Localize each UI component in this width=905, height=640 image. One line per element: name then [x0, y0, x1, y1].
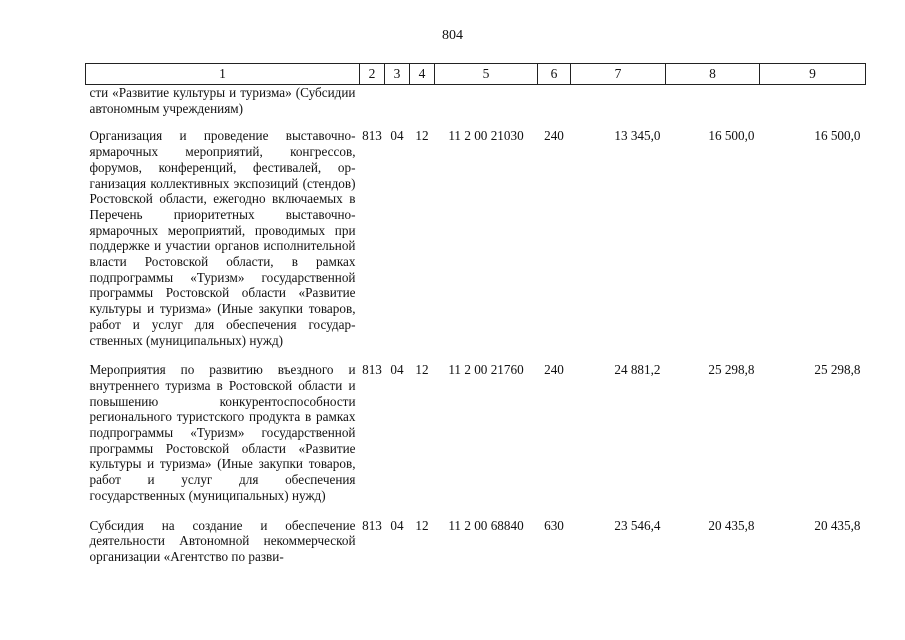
ministry-code: 813 [362, 128, 382, 144]
page-number: 804 [442, 28, 463, 43]
table-row [86, 128, 866, 362]
table-row [86, 518, 866, 565]
expense-type-code: 240 [544, 362, 564, 378]
ministry-code: 813 [362, 362, 382, 378]
column-header-5: 5 [435, 64, 538, 85]
budget-table [85, 63, 866, 565]
expense-type-code: 240 [544, 128, 564, 144]
column-header-9: 9 [760, 64, 866, 85]
amount-col9: 16 500,0 [814, 128, 861, 144]
expense-type-code: 630 [544, 517, 564, 533]
subsection-code: 12 [415, 517, 429, 533]
target-article-code: 11 2 00 21760 [448, 362, 524, 378]
row-description: Мероприятия по развитию въездного и внутреннего туризма в Ростовской области и повышению конкурентоспособности регионального туристского продукта в рамках подпрограммы «Туризм» государственной программы Ростовской области «Развитие культуры и туризма» (Иные закупки товаров, работ и услуг для обеспечения государственных (муниципальных) нужд) [89, 362, 356, 503]
ministry-code: 813 [362, 517, 382, 533]
column-header-2: 2 [360, 64, 385, 85]
amount-col8: 25 298,8 [708, 362, 755, 378]
target-article-code: 11 2 00 21030 [448, 128, 524, 144]
continuation-row [86, 85, 866, 129]
table-row [86, 362, 866, 517]
section-code: 04 [390, 128, 404, 144]
row-description: Организация и проведение выставочно-ярмарочных мероприятий, конгрессов, форумов, конференций, фестивалей, организация коллективных экспозиций (стендов) Ростовской области, ежегодно включаемых в Перечень приоритетных выставочно-ярмарочных мероприятий, проводимых при поддержке и участии органов исполнительной власти Ростовской области, в рамках подпрограммы «Туризм» государственной программы Ростовской области «Развитие культуры и туризма» (Иные закупки товаров, работ и услуг для обеспечения государственных (муниципальных) нужд) [89, 128, 356, 348]
column-header-3: 3 [385, 64, 410, 85]
column-number-header-row [86, 64, 866, 85]
section-code: 04 [390, 362, 404, 378]
column-header-8: 8 [666, 64, 760, 85]
amount-col9: 20 435,8 [814, 517, 861, 533]
amount-col8: 16 500,0 [708, 128, 755, 144]
row-description: Субсидия на создание и обеспечение деятельности Автономной некоммерческой организации «Агентство по разви- [89, 517, 356, 564]
column-header-4: 4 [410, 64, 435, 85]
amount-col9: 25 298,8 [814, 362, 861, 378]
amount-col7: 13 345,0 [614, 128, 661, 144]
subsection-code: 12 [415, 362, 429, 378]
section-code: 04 [390, 517, 404, 533]
target-article-code: 11 2 00 68840 [448, 517, 524, 533]
amount-col7: 23 546,4 [614, 517, 661, 533]
column-header-6: 6 [538, 64, 571, 85]
column-header-7: 7 [571, 64, 666, 85]
subsection-code: 12 [415, 128, 429, 144]
column-header-1: 1 [86, 64, 360, 85]
amount-col7: 24 881,2 [614, 362, 661, 378]
continuation-description: сти «Развитие культуры и туризма» (Субсидии автономным учреждениям) [89, 85, 356, 116]
amount-col8: 20 435,8 [708, 517, 755, 533]
